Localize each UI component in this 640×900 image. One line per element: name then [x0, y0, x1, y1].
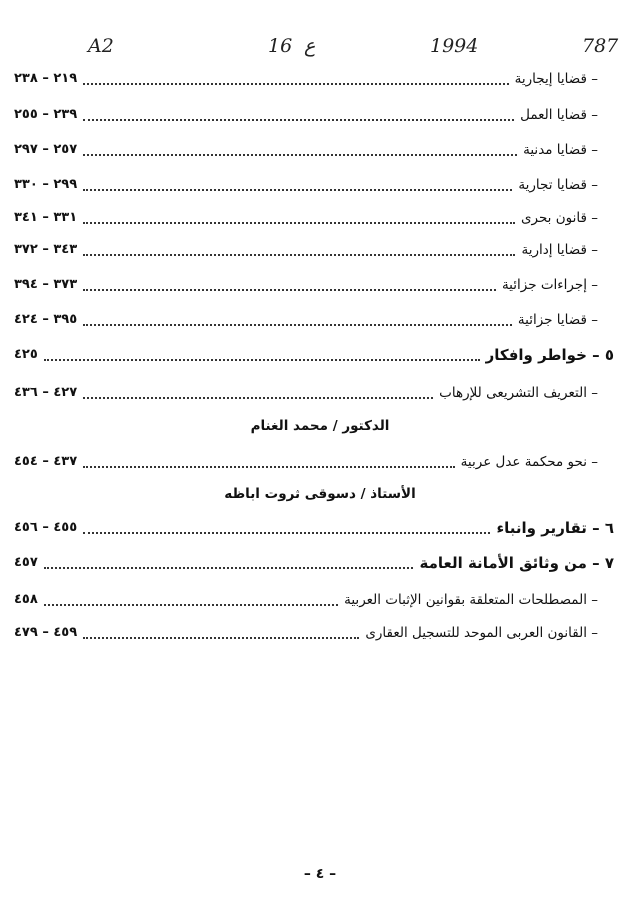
dot-leader	[83, 119, 514, 121]
author-name: الدكتور / محمد الغنام	[250, 418, 390, 434]
toc-entry[interactable]	[14, 66, 614, 90]
toc-entry-label: – قضايا جزائية	[517, 312, 598, 328]
toc-entry-pages: ٤٢٧ – ٤٣٦	[14, 385, 78, 400]
toc-entry-label: – القانون العربى الموحد للتسجيل العقارى	[365, 625, 598, 641]
toc-entry-pages: ٤٥٩ – ٤٧٩	[14, 625, 78, 640]
toc-entry-label: – قضايا إدارية	[521, 242, 598, 258]
toc-section-pages: ٤٥٥ – ٤٥٦	[14, 520, 78, 535]
toc-entry[interactable]	[14, 307, 614, 331]
toc-entry-pages: ٣٤٣ – ٣٧٢	[14, 242, 78, 257]
toc-entry[interactable]	[14, 137, 614, 161]
toc-entry-label: – قضايا تجارية	[518, 177, 598, 193]
toc-entry[interactable]	[14, 620, 614, 644]
dot-leader	[83, 637, 359, 639]
toc-entry-pages: ٤٥٨	[14, 592, 38, 607]
toc-entry-label: – قضايا العمل	[520, 107, 598, 123]
handwritten-note-letter: ع	[304, 35, 316, 57]
toc-entry-label: – التعريف التشريعى للإرهاب	[439, 385, 598, 401]
dot-leader	[83, 83, 508, 85]
page-number: – ٤ –	[303, 866, 337, 882]
handwritten-note-number: 16	[268, 35, 293, 57]
toc-entry-pages: ٤٣٧ – ٤٥٤	[14, 454, 78, 469]
toc-entry[interactable]	[14, 272, 614, 296]
dot-leader	[83, 154, 517, 156]
toc-entry[interactable]	[14, 587, 614, 611]
toc-section[interactable]	[14, 342, 614, 366]
toc-section-label: ٧ – من وثائق الأمانة العامة	[419, 554, 614, 572]
toc-entry-pages: ٢٣٩ – ٢٥٥	[14, 107, 78, 122]
dot-leader	[83, 324, 512, 326]
toc-entry-pages: ٢٩٩ – ٣٣٠	[14, 177, 78, 192]
toc-entry-pages: ٣٩٥ – ٤٢٤	[14, 312, 78, 327]
toc-section-label: ٦ – تقارير وانباء	[496, 519, 614, 537]
dot-leader	[83, 289, 496, 291]
toc-entry-label: – المصطلحات المتعلقة بقوانين الإثبات العربية	[344, 592, 598, 608]
toc-section-pages: ٤٢٥	[14, 347, 38, 362]
toc-entry[interactable]	[14, 172, 614, 196]
toc-section[interactable]	[14, 515, 614, 539]
handwritten-note-year: 1994	[430, 35, 479, 57]
handwritten-note-right: 787	[582, 35, 619, 57]
handwritten-note-left: A2	[88, 35, 114, 57]
toc-entry-pages: ٢٥٧ – ٢٩٧	[14, 142, 78, 157]
toc-entry-label: – إجراءات جزائية	[501, 277, 598, 293]
toc-entry[interactable]	[14, 380, 614, 404]
toc-entry[interactable]	[14, 237, 614, 261]
toc-entry-label: – قضايا مدنية	[523, 142, 598, 158]
dot-leader	[83, 532, 490, 534]
toc-entry[interactable]	[14, 205, 614, 229]
dot-leader	[83, 189, 512, 191]
toc-entry-label: – نحو محكمة عدل عربية	[460, 454, 598, 470]
toc-section-pages: ٤٥٧	[14, 555, 38, 570]
toc-section-label: ٥ – خواطر وافكار	[485, 346, 614, 364]
dot-leader	[83, 222, 515, 224]
dot-leader	[83, 254, 515, 256]
dot-leader	[44, 359, 480, 361]
dot-leader	[44, 567, 414, 569]
toc-entry-label: – قضايا إيجارية	[514, 71, 598, 87]
toc-entry-pages: ٣٧٣ – ٣٩٤	[14, 277, 78, 292]
toc-entry[interactable]	[14, 102, 614, 126]
toc-entry-label: – قانون بحرى	[520, 210, 598, 226]
toc-section[interactable]	[14, 550, 614, 574]
author-name: الأستاذ / دسوقى ثروت اباظه	[224, 486, 416, 502]
toc-entry[interactable]	[14, 449, 614, 473]
dot-leader	[83, 397, 433, 399]
toc-entry-pages: ٢١٩ – ٢٣٨	[14, 71, 78, 86]
dot-leader	[83, 466, 454, 468]
toc-entry-pages: ٣٣١ – ٣٤١	[14, 210, 78, 225]
dot-leader	[44, 604, 338, 606]
